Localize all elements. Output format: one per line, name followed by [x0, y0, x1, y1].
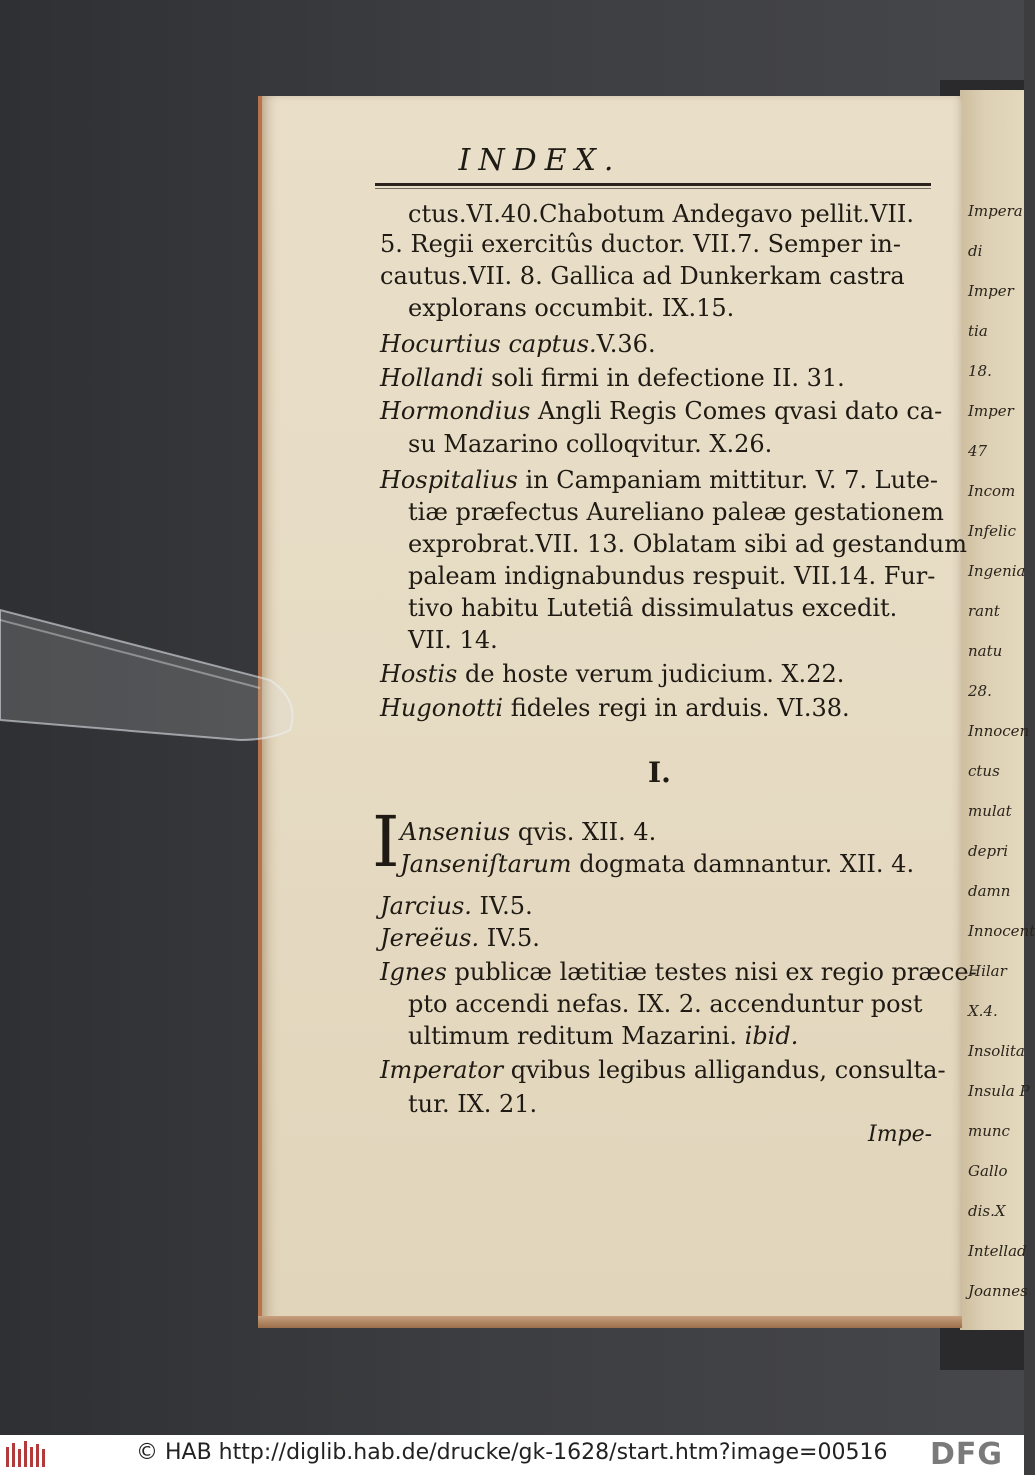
index-entry-line — [380, 924, 540, 952]
adjacent-page-fragment: Intellad — [968, 1242, 1027, 1260]
entry-keyword: Hocurtius captus. — [380, 330, 597, 358]
index-entry-line — [408, 1022, 798, 1050]
adjacent-page-fragment: Imper — [968, 402, 1014, 420]
entry-keyword: Hospitalius — [380, 466, 518, 494]
adjacent-page-fragment: Hilar — [968, 962, 1007, 980]
index-entry-line — [380, 466, 938, 494]
adjacent-page-fragment: Innocen — [968, 722, 1030, 740]
adjacent-page-fragment: Impera — [968, 202, 1023, 220]
entry-text: pto accendi nefas. IX. 2. accenduntur post — [408, 990, 923, 1018]
entry-text: qvis. XII. 4. — [510, 818, 657, 846]
header-rule — [375, 183, 931, 186]
adjacent-page-fragment: natu — [968, 642, 1003, 660]
adjacent-page-fragment: tia — [968, 322, 988, 340]
entry-text: fideles regi in arduis. VI.38. — [503, 694, 850, 722]
adjacent-page-fragment: Imper — [968, 282, 1014, 300]
entry-text: Angli Regis Comes qvasi dato ca- — [530, 397, 943, 425]
entry-text: explorans occumbit. IX.15. — [408, 294, 735, 322]
catchword: Impe- — [868, 1122, 933, 1147]
index-entry-line — [400, 818, 656, 846]
entry-text: VII. 14. — [408, 626, 498, 654]
adjacent-page-fragment: Insolita — [968, 1042, 1025, 1060]
entry-keyword: Ignes — [380, 958, 447, 986]
entry-text: publicæ lætitiæ testes nisi ex regio præce- — [446, 958, 977, 986]
entry-text: V.36. — [596, 330, 656, 358]
entry-text: paleam indignabundus respuit. VII.14. Fur- — [408, 562, 936, 590]
index-entry-line — [380, 694, 850, 722]
index-entry-line — [408, 1090, 537, 1118]
glass-page-holder — [0, 600, 300, 740]
index-entry-line — [380, 892, 533, 920]
index-entry-line — [408, 990, 923, 1018]
entry-text: IV.5. — [471, 892, 533, 920]
entry-keyword: Janseniſtarum — [400, 850, 572, 878]
entry-text: su Mazarino colloqvitur. X.26. — [408, 430, 773, 458]
entry-keyword: Hugonotti — [380, 694, 504, 722]
entry-text: soli firmi in defectione II. 31. — [483, 364, 845, 392]
adjacent-page-fragment: Incom — [968, 482, 1016, 500]
entry-text: exprobrat.VII. 13. Oblatam sibi ad gestandum — [408, 530, 967, 558]
entry-text: qvibus legibus alligandus, consulta- — [503, 1056, 946, 1084]
entry-text: IV.5. — [479, 924, 540, 952]
dfg-logo: DFG — [930, 1437, 1004, 1472]
entry-text: 5. Regii exercitûs ductor. VII.7. Semper in- — [380, 230, 901, 258]
adjacent-page-fragment: 47 — [968, 442, 988, 460]
index-entry-line — [380, 230, 901, 258]
entry-text: tiæ præfectus Aureliano paleæ gestationem — [408, 498, 944, 526]
adjacent-page-fragment: mulat — [968, 802, 1012, 820]
index-entry-line — [380, 958, 977, 986]
adjacent-page-fragment: 18. — [968, 362, 992, 380]
running-header: INDEX. — [458, 143, 622, 178]
footer-bar — [0, 1435, 1024, 1475]
index-entry-line — [380, 660, 844, 688]
adjacent-page-fragment: munc — [968, 1122, 1010, 1140]
index-entry-line — [380, 330, 656, 358]
index-entry-line — [400, 850, 914, 878]
index-entry-line — [408, 626, 498, 654]
adjacent-page-fragment: Joannes — [968, 1282, 1028, 1300]
entry-keyword: Hollandi — [380, 364, 484, 392]
entry-text: tur. IX. 21. — [408, 1090, 538, 1118]
index-entry-line — [380, 262, 905, 290]
entry-text: ctus.VI.40.Chabotum Andegavo pellit.VII. — [408, 200, 914, 228]
entry-keyword: Hormondius — [380, 397, 531, 425]
index-entry-line — [408, 430, 772, 458]
index-entry-line — [408, 200, 914, 228]
index-entry-line — [380, 397, 942, 425]
adjacent-page-fragment: ctus — [968, 762, 1000, 780]
entry-text: in Campaniam mittitur. V. 7. Lute- — [517, 466, 938, 494]
entry-text: ultimum reditum Mazarini. — [408, 1022, 745, 1050]
index-entry-line — [380, 364, 845, 392]
index-entry-line — [408, 294, 734, 322]
adjacent-page-fragment: Infelic — [968, 522, 1017, 540]
entry-text: tivo habitu Lutetiâ dissimulatus excedit. — [408, 594, 898, 622]
adjacent-page-fragment: Innocent — [968, 922, 1035, 940]
entry-keyword: ibid. — [744, 1022, 799, 1050]
index-entry-line — [408, 498, 944, 526]
entry-keyword: Jereëus. — [380, 924, 480, 952]
adjacent-page-fragment: X.4. — [968, 1002, 998, 1020]
adjacent-page-fragment: Ingenia — [968, 562, 1026, 580]
index-entry-line — [408, 530, 967, 558]
adjacent-page-fragment: depri — [968, 842, 1009, 860]
adjacent-page-fragment: dis.X — [968, 1202, 1006, 1220]
index-entry-line — [408, 562, 935, 590]
adjacent-page-fragment: 28. — [968, 682, 992, 700]
adjacent-page-fragment: rant — [968, 602, 1000, 620]
adjacent-page-fragment: damn — [968, 882, 1011, 900]
hab-logo-icon — [4, 1439, 48, 1471]
adjacent-page — [960, 90, 1035, 1330]
adjacent-page-fragment: Insula P — [968, 1082, 1030, 1100]
entry-keyword: Imperator — [380, 1056, 504, 1084]
adjacent-page-fragment: Gallo — [968, 1162, 1008, 1180]
section-letter: I. — [648, 756, 671, 789]
adjacent-page-fragment: di — [968, 242, 983, 260]
entry-text: cautus.VII. 8. Gallica ad Dunkerkam castra — [380, 262, 905, 290]
entry-text: dogmata damnantur. XII. 4. — [571, 850, 915, 878]
drop-initial: I — [372, 801, 400, 883]
index-entry-line — [380, 1056, 946, 1084]
header-rule-thin — [375, 188, 931, 189]
page-bottom-edge — [258, 1316, 962, 1328]
index-entry-line — [408, 594, 897, 622]
source-caption: © HAB http://diglib.hab.de/drucke/gk-1628/start.htm?image=00516 — [136, 1440, 888, 1465]
entry-text: de hoste verum judicium. X.22. — [457, 660, 845, 688]
entry-keyword: Jarcius. — [380, 892, 472, 920]
entry-keyword: Hostis — [380, 660, 458, 688]
entry-keyword: Ansenius — [400, 818, 511, 846]
